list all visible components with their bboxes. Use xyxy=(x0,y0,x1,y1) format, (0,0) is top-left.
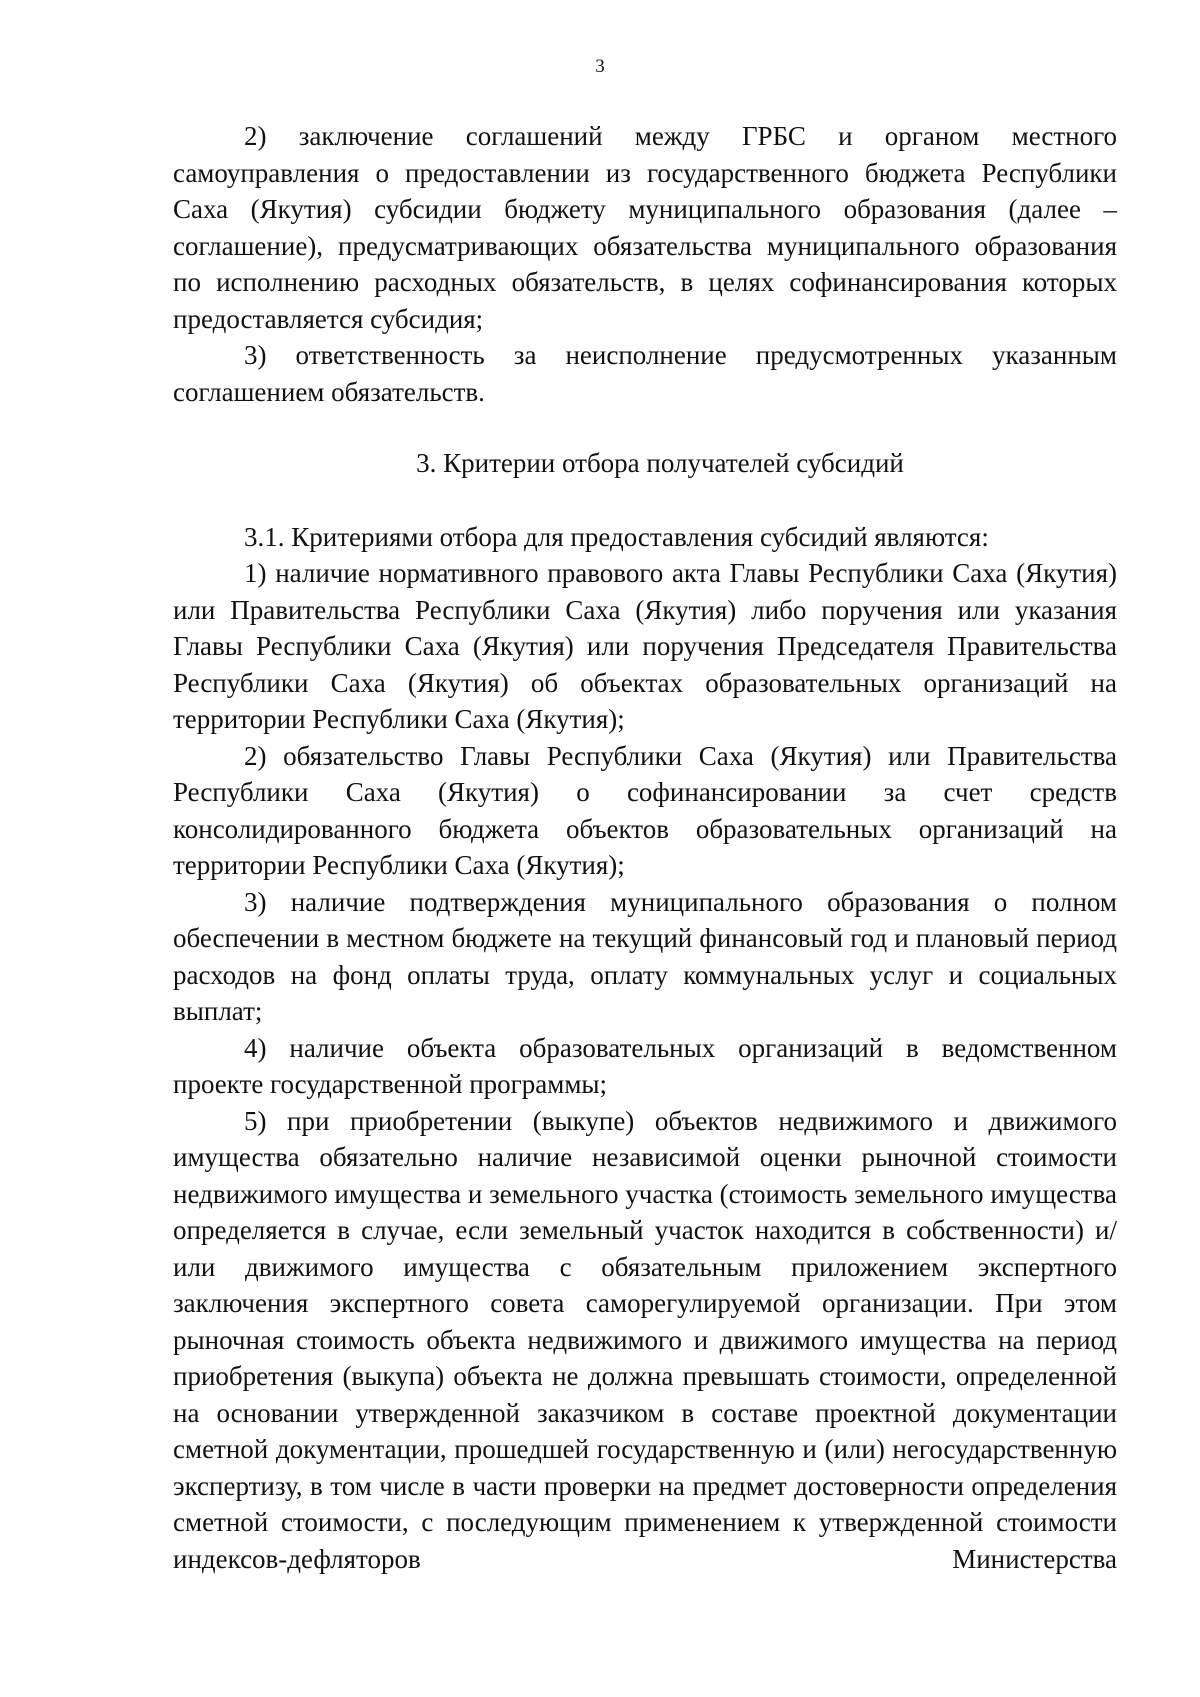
section-heading: 3. Критерии отбора получателей субсидий xyxy=(416,448,904,478)
paragraph-criterion-3: 3) наличие подтверждения муниципального образования о полном обеспечении в местном бюджете на текущий финансовый год и плановый период расходов на фонд оплаты труда, оплату коммунальных услуг и социальных выплат; xyxy=(173,886,1117,1026)
paragraph-criteria-intro: 3.1. Критериями отбора для предоставления субсидий являются: xyxy=(244,521,989,552)
document-body xyxy=(173,118,1117,1577)
paragraph-agreement-conclusion: 2) заключение соглашений между ГРБС и органом местного самоуправления о предоставлении из государственного бюджета Республики Саха (Якутия) субсидии бюджету муниципального образования (далее – соглашение), предусматривающих обязательства муниципального образования по исполнению расходных обязательств, в целях софинансирования которых предоставляется субсидия; xyxy=(173,121,1117,334)
paragraph-criterion-2: 2) обязательство Главы Республики Саха (Якутия) или Правительства Республики Саха (Якутия) о софинансировании за счет средств консолидированного бюджета объектов образовательных организаций на территории Республики Саха (Якутия); xyxy=(173,740,1117,880)
paragraph-criterion-1: 1) наличие нормативного правового акта Главы Республики Саха (Якутия) или Правительства Республики Саха (Якутия) либо поручения или указания Главы Республики Саха (Якутия) или поручения Председателя Правительства Республики Саха (Якутия) об объектах образовательных организаций на территории Республики Саха (Якутия); xyxy=(173,558,1117,734)
paragraph-criterion-4: 4) наличие объекта образовательных организаций в ведомственном проекте государственной программы; xyxy=(173,1032,1117,1099)
page-number: 3 xyxy=(595,56,605,77)
paragraph-criterion-5: 5) при приобретении (выкупе) объектов недвижимого и движимого имущества обязательно наличие независимой оценки рыночной стоимости недвижимого имущества и земельного участка (стоимость земельного имущества определяется в случае, если земельный участок находится в собственности) и/или движимого имущества с обязательным приложением экспертного заключения экспертного совета саморегулируемой организации. При этом рыночная стоимость объекта недвижимого и движимого имущества на период приобретения (выкупа) объекта не должна превышать стоимости, определенной на основании утвержденной заказчиком в составе проектной документации сметной документации, прошедшей государственную и (или) негосударственную экспертизу, в том числе в части проверки на предмет достоверности определения сметной стоимости, с последующим применением к утвержденной стоимости индексов-дефляторов Министерства xyxy=(173,1105,1117,1574)
paragraph-responsibility: 3) ответственность за неисполнение предусмотренных указанным соглашением обязательств. xyxy=(173,340,1117,407)
